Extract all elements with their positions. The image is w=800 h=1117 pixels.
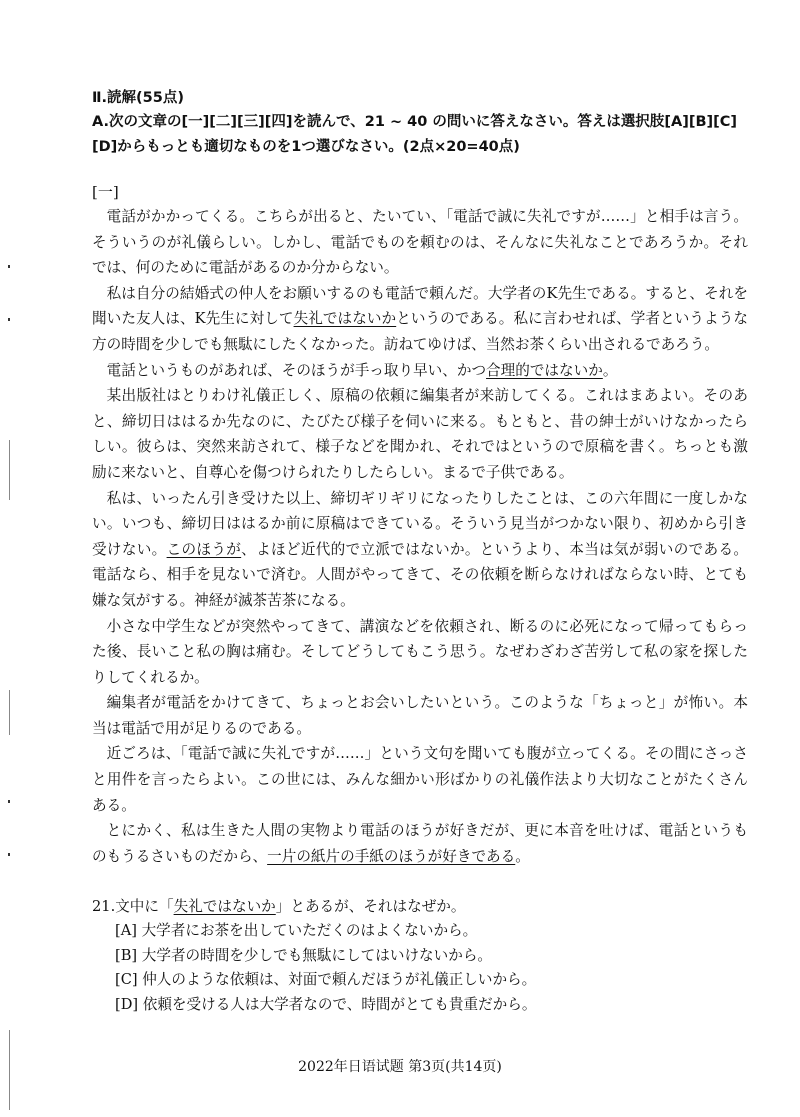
paragraph-text: 。 [515,847,530,865]
margin-line [9,1030,10,1110]
paragraph-text: 近ごろは、「電話で誠に失礼ですが……」という文句を聞いても腹が立ってくる。その間にさっさと用件を言ったらよい。この世には、みんな細かい形ばかりの礼儀作法より大切なことがたくさんある。 [92,745,748,814]
paragraph-text: 某出版社はとりわけ礼儀正しく、原稿の依頼に編集者が来訪してくる。これはまあよい。そのあと、締切日ははるか先なのに、たびたび様子を伺いに来る。もともと、昔の紳士がいけなかったらしい。彼らは、突然来訪されて、様子などを聞かれ、それではというので原稿を書く。ちっとも激励に来ないと、自尊心を傷つけられたりしたらしい。まるで子供である。 [92,387,748,481]
passage-paragraph [92,281,748,358]
passage-paragraph [92,204,748,281]
paragraph-text: 。 [602,361,618,379]
passage-paragraph [92,614,748,691]
option-b: [B] 大学者の時間を少しでも無駄にしてはいけないから。 [115,946,493,964]
passage-paragraph [92,358,748,384]
margin-dot [8,800,10,803]
section-title: Ⅱ.読解(55点) [92,90,184,106]
margin-line [9,440,10,500]
exam-page [92,86,748,1017]
paragraph-text: 、よほど近代的で立派ではないか。というより、本当は気が弱いのである。電話なら、相手を見ないで済む。人間がやってきて、その依頼を断らなければならない時、とても嫌な気がする。神経が滅茶苦茶になる。 [92,540,748,609]
passage-paragraph [92,486,748,614]
passage-heading: [一] [92,183,119,201]
question-quoted: 失礼ではないか [173,898,276,916]
option-c: [C] 仲人のような依頼は、対面で頼んだほうが礼儀正しいから。 [115,971,537,989]
paragraph-text: 電話というものがあれば、そのほうが手っ取り早い、かつ [106,361,487,379]
question-suffix: 」とあるが、それはなぜか。 [275,898,466,916]
passage-paragraph [92,741,748,818]
question-prefix: 21.文中に「 [92,898,174,916]
underlined-phrase: 失礼ではないか [293,310,397,328]
option-d: [D] 依頼を受ける人は大学者なので、時間がとても貴重だから。 [115,995,537,1013]
paragraph-text: というのである。私に言わせれば、学者というような方の時間を少しでも無駄にしたくなかった。訪ねてゆけば、当然お茶くらい出されるであろう。 [92,310,748,353]
paragraph-text: 私は、いったん引き受けた以上、締切ギリギリになったりしたことは、この六年間に一度しかない。いつも、締切日ははるか前に原稿はできている。そういう見当がつかない限り、初めから引き受けない。 [92,489,748,558]
margin-dot [8,853,10,856]
passage-paragraph [92,383,748,485]
paragraph-text: 電話がかかってくる。こちらが出ると、たいてい、「電話で誠に失礼ですが……」と相手は言う。そういうのが礼儀らしい。しかし、電話でものを頼むのは、そんなに失礼なことであろうか。それでは、何のために電話があるのか分からない。 [92,208,748,277]
underlined-phrase: 合理的ではないか [486,361,603,379]
margin-dot [8,318,10,321]
passage-body [92,204,748,869]
passage-paragraph [92,690,748,741]
paragraph-text: 私は自分の結婚式の仲人をお願いするのも電話で頼んだ。大学者のK先生である。すると、それを聞いた友人は、K先生に対して [92,284,748,328]
margin-line [9,690,10,735]
passage-paragraph [92,818,748,869]
question-21 [92,895,748,919]
underlined-phrase: 一片の紙片の手紙のほうが好きである [267,847,516,865]
underlined-phrase: このほうが [166,540,242,558]
option-a: [A] 大学者にお茶を出していただくのはよくないから。 [115,922,478,940]
margin-dot [8,265,10,268]
paragraph-text: 編集者が電話をかけてきて、ちょっとお会いしたいという。このような「ちょっと」が怖い。本当は電話で用が足りるのである。 [92,694,748,737]
page-footer: 2022年日语试题 第3页(共14页) [298,1059,502,1075]
paragraph-text: 小さな中学生などが突然やってきて、講演などを依頼され、断るのに必死になって帰ってもらった後、長いこと私の胸は痛む。そしてどうしてもこう思う。なぜわざわざ苦労して私の家を探したりしてくれるか。 [92,617,748,686]
instruction-text: A.次の文章の[一][二][三][四]を読んで、21 ~ 40 の問いに答えなさい。答えは選択肢[A][B][C][D]からもっとも適切なものを1つ選びなさい。(2点×20=40点) [92,114,738,155]
paragraph-text: とにかく、私は生きた人間の実物より電話のほうが好きだが、更に本音を吐けば、電話というものもうるさいものだから、 [92,822,748,865]
